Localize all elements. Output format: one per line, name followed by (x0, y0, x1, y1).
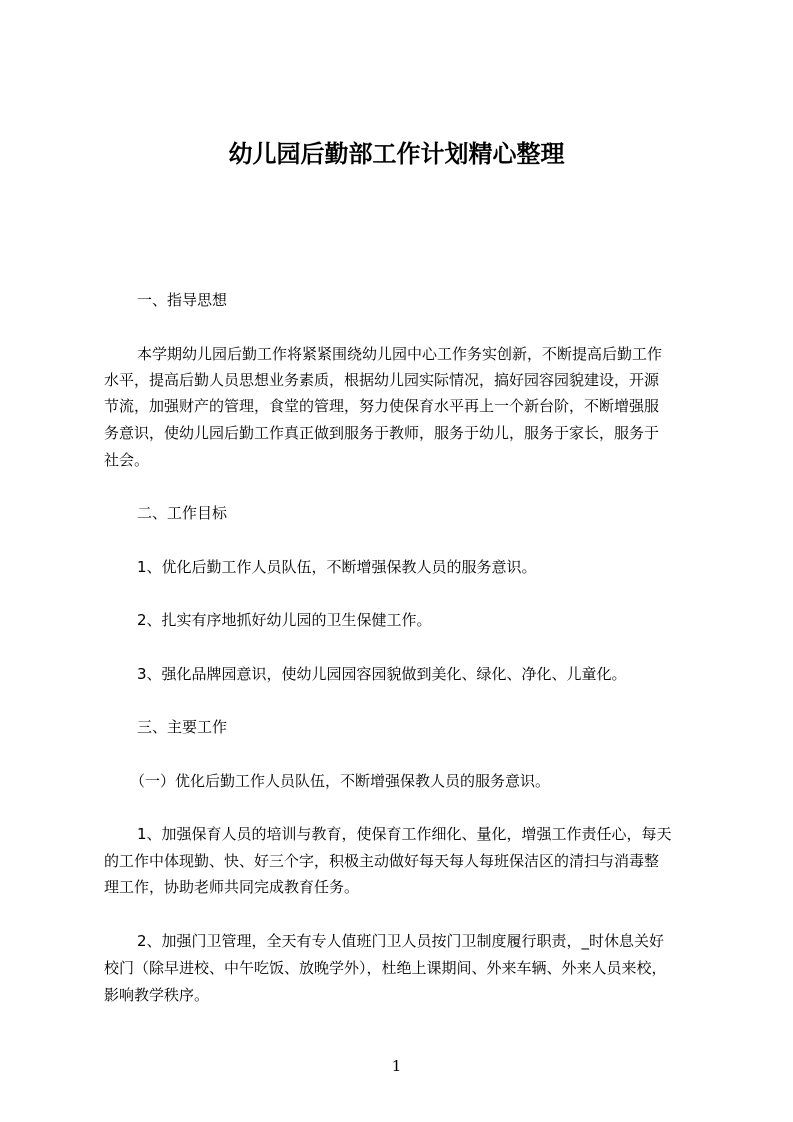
section-heading-work-goals: 二、工作目标 (137, 504, 228, 522)
goal-item: 2、扎实有序地抓好幼儿园的卫生保健工作。 (137, 611, 432, 629)
document-title: 幼儿园后勤部工作计划精心整理 (228, 140, 565, 168)
paragraph-line: 本学期幼儿园后勤工作将紧紧围绕幼儿园中心工作务实创新，不断提高后勤工作 (137, 345, 663, 363)
paragraph-line: 水平，提高后勤人员思想业务素质，根据幼儿园实际情况，搞好园容园貌建设，开源 (104, 371, 660, 389)
section-heading-main-work: 三、主要工作 (137, 718, 228, 736)
paragraph-line: 影响教学秩序。 (104, 986, 210, 1004)
page-number: 1 (391, 1057, 402, 1075)
paragraph-line: 的工作中体现勤、快、好三个字，积极主动做好每天每人每班保洁区的清扫与消毒整 (104, 852, 660, 870)
goal-item: 3、强化品牌园意识，使幼儿园园容园貌做到美化、绿化、净化、儿童化。 (137, 665, 627, 683)
paragraph-line: 理工作，协助老师共同完成教育任务。 (104, 878, 360, 896)
subsection-heading: （一）优化后勤工作人员队伍，不断增强保教人员的服务意识。 (130, 772, 551, 790)
paragraph-line: 社会。 (104, 451, 150, 469)
paragraph-line: 节流，加强财产的管理，食堂的管理，努力使保育水平再上一个新台阶，不断增强服 (104, 397, 660, 415)
paragraph-line: 务意识，使幼儿园后勤工作真正做到服务于教师，服务于幼儿，服务于家长，服务于 (104, 424, 660, 442)
paragraph-line: 2、加强门卫管理，全天有专人值班门卫人员按门卫制度履行职责，_时休息关好 (137, 932, 665, 950)
goal-item: 1、优化后勤工作人员队伍，不断增强保教人员的服务意识。 (137, 558, 537, 576)
paragraph-line: 1、加强保育人员的培训与教育，使保育工作细化、量化，增强工作责任心，每天 (137, 825, 672, 843)
paragraph-line: 校门（除早进校、中午吃饭、放晚学外），杜绝上课期间、外来车辆、外来人员来校， (104, 959, 667, 977)
section-heading-guiding-ideology: 一、指导思想 (137, 291, 228, 309)
